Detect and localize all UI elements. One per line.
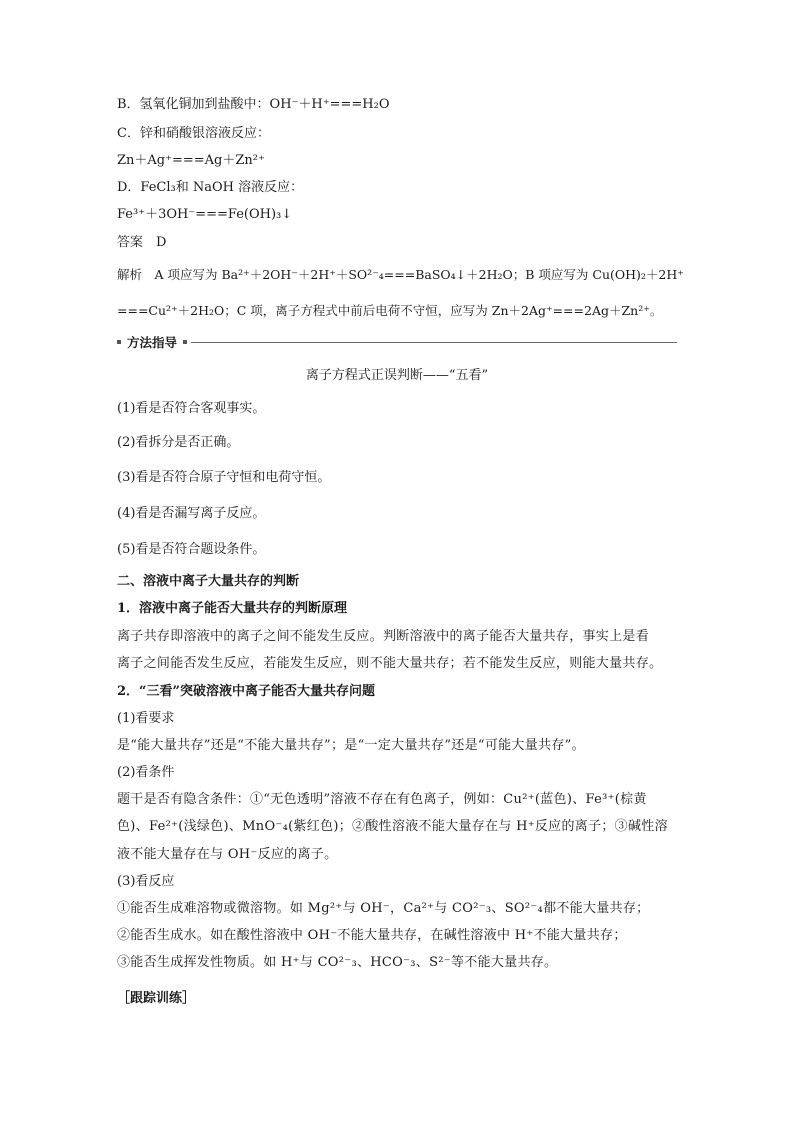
method-item-2: (2)看拆分是否正确。 [117,435,240,450]
answer-line: 答案 D [117,235,167,250]
square-bullet-icon [183,340,187,344]
point-2-label: (2)看条件 [117,765,175,780]
square-bullet-icon [117,340,121,344]
point-2-text-b: 色)、Fe²⁺(浅绿色)、MnO⁻₄(紫红色)；②酸性溶液不能大量存在与 H⁺反应的离子；③碱性溶 [117,819,668,834]
point-2-text-a: 题干是否有隐含条件：①“无色透明”溶液不存在有色离子，例如：Cu²⁺(蓝色)、Fe³⁺(棕黄 [117,792,647,807]
method-guide-bar [117,333,677,351]
point-1-text: 是“能大量共存”还是“不能大量共存”；是“一定大量共存”还是“可能大量共存”。 [117,738,585,753]
point-3-label: (3)看反应 [117,874,175,889]
tracking-training-label [117,987,195,1006]
option-d-text: D．FeCl₃和 NaOH 溶液反应： [117,180,304,195]
method-title: 离子方程式正误判断——“五看” [305,368,489,383]
tracking-training-text: 跟踪训练 [130,991,183,1006]
method-guide-label: 方法指导 [127,335,178,350]
point-3-text-a: ①能否生成难溶物或微溶物。如 Mg²⁺与 OH⁻，Ca²⁺与 CO²⁻₃、SO²⁻₄都不能大量共存； [117,901,650,916]
point-1-label: (1)看要求 [117,711,175,726]
analysis-line-2: ===Cu²⁺＋2H₂O；C 项，离子方程式中前后电荷不守恒，应写为 Zn＋2Ag⁺===2Ag＋Zn²⁺。 [117,303,663,318]
divider-line [191,342,677,343]
paragraph-1a: 离子共存即溶液中的离子之间不能发生反应。判断溶液中的离子能否大量共存，事实上是看 [117,629,650,644]
option-c-text: C．锌和硝酸银溶液反应： [117,126,270,141]
point-2-text-c: 液不能大量存在与 OH⁻反应的离子。 [117,847,338,862]
subheading-2: 2．“三看”突破溶液中离子能否大量共存问题 [117,684,376,699]
point-3-text-b: ②能否生成水。如在酸性溶液中 OH⁻不能大量共存，在碱性溶液中 H⁺不能大量共存； [117,928,627,943]
paragraph-1b: 离子之间能否发生反应，若能发生反应，则不能大量共存；若不能发生反应，则能大量共存。 [117,656,663,671]
bracket-open: ［ [117,991,131,1006]
analysis-line-1: 解析 A 项应写为 Ba²⁺＋2OH⁻＋2H⁺＋SO²⁻₄===BaSO₄↓＋2H₂O；B 项应写为 Cu(OH)₂＋2H⁺ [117,267,684,282]
method-item-3: (3)看是否符合原子守恒和电荷守恒。 [117,470,331,485]
method-item-1: (1)看是否符合客观事实。 [117,401,266,416]
section-heading: 二、溶液中离子大量共存的判断 [117,574,300,589]
subheading-1: 1．溶液中离子能否大量共存的判断原理 [117,601,348,616]
option-b: B．氢氧化铜加到盐酸中：OH⁻＋H⁺===H₂O [117,97,390,112]
point-3-text-c: ③能否生成挥发性物质。如 H⁺与 CO²⁻₃、HCO⁻₃、S²⁻等不能大量共存。 [117,955,558,970]
option-c-equation: Zn＋Ag⁺===Ag＋Zn²⁺ [117,153,265,168]
method-item-4: (4)看是否漏写离子反应。 [117,506,266,521]
method-item-5: (5)看是否符合题设条件。 [117,542,266,557]
option-d-equation: Fe³⁺＋3OH⁻===Fe(OH)₃↓ [117,207,293,222]
bracket-close: ］ [182,991,196,1006]
